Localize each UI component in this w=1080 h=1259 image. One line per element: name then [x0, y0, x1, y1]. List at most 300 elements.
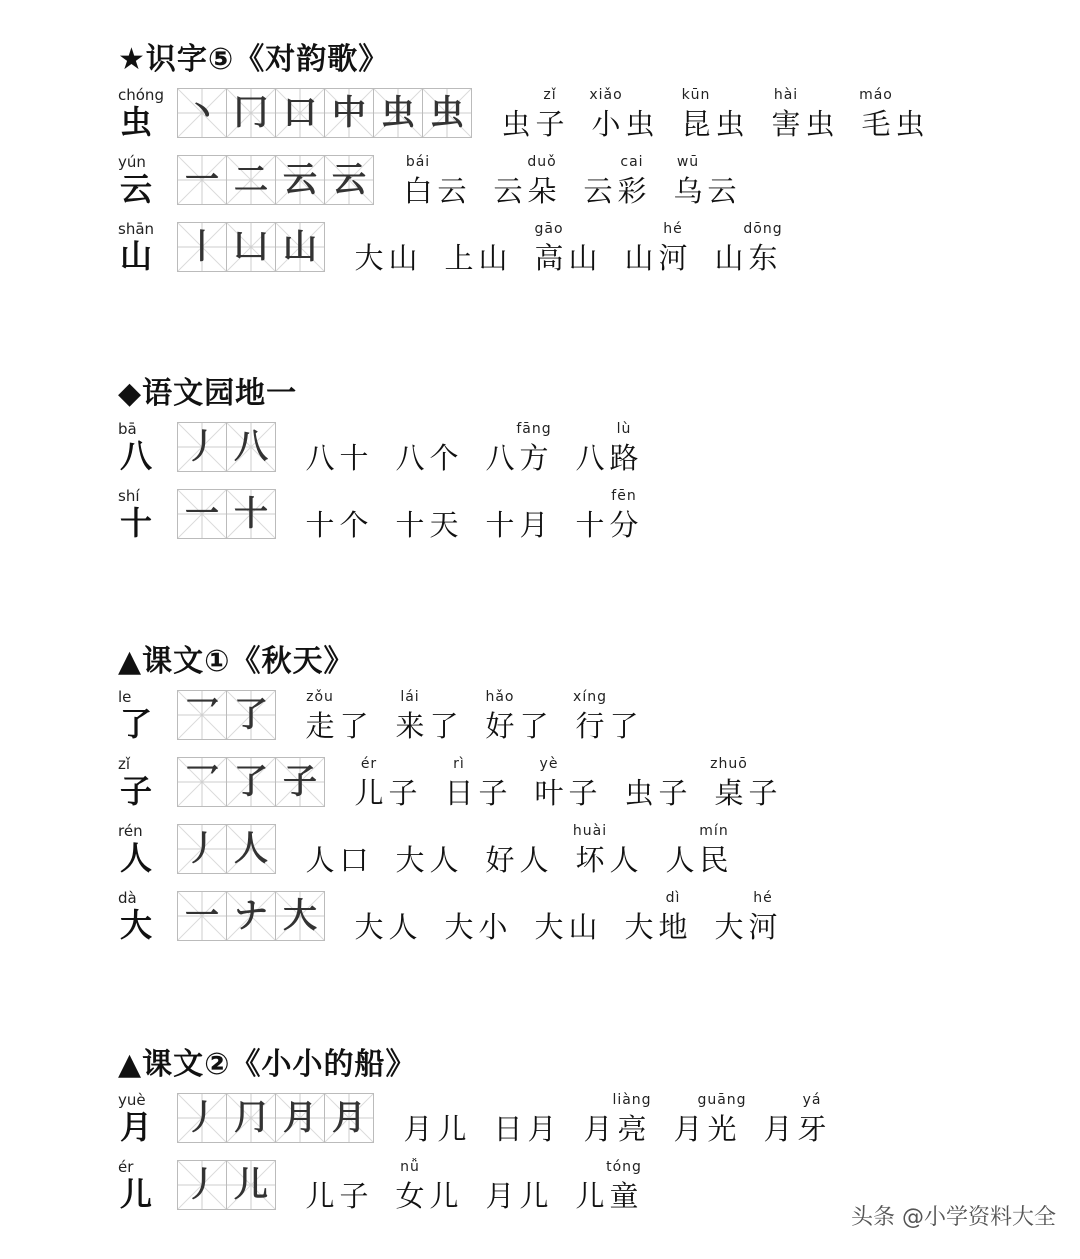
word-char: [476, 755, 510, 813]
word-char-text: 来: [395, 709, 425, 743]
word-char-text: 虫: [624, 776, 654, 810]
word: [393, 1158, 461, 1216]
word-char-text: 大: [624, 910, 654, 944]
word-char-text: 白: [403, 174, 433, 208]
stroke-step-box: 丨: [178, 223, 227, 271]
character: 云: [120, 170, 153, 208]
character-row: [118, 1154, 642, 1221]
stroke-order-grid: [177, 155, 374, 205]
word: [712, 755, 780, 813]
word: [573, 487, 641, 545]
word: [401, 1091, 469, 1149]
word-char-text: 山: [568, 241, 598, 275]
word-char-text: 人: [519, 843, 549, 877]
word: [483, 822, 551, 880]
word-char-text: 日: [444, 776, 474, 810]
stroke-step-box: 二: [227, 156, 276, 204]
word-char: [337, 822, 371, 880]
word-char: [427, 1158, 461, 1216]
word-char: [712, 220, 746, 278]
stroke-step-box: 一: [178, 156, 227, 204]
word-char: [573, 1158, 607, 1216]
word: [393, 420, 461, 478]
word-char-text: 行: [575, 709, 605, 743]
stroke-step-box: 子: [276, 758, 324, 806]
word-char-text: 八: [575, 441, 605, 475]
word: [622, 220, 690, 278]
word-char-pinyin: tóng: [606, 1159, 642, 1175]
stroke-step-box: 冂: [227, 89, 276, 137]
word-char-text: 桌: [714, 776, 744, 810]
word-char-text: 光: [707, 1112, 737, 1146]
word-char-text: 人: [665, 843, 695, 877]
word-char-text: 子: [535, 107, 565, 141]
stroke-order-grid: [177, 88, 472, 138]
word-list: [303, 688, 641, 746]
word: [491, 1091, 559, 1149]
word-char-text: 山: [388, 241, 418, 275]
stroke-step-box: 云: [325, 156, 373, 204]
word-char-text: 儿: [437, 1112, 467, 1146]
stroke-step-box: 中: [325, 89, 374, 137]
word-char-text: 月: [583, 1112, 613, 1146]
word: [532, 755, 600, 813]
word-char-pinyin: kūn: [681, 87, 711, 103]
word-char-text: 儿: [354, 776, 384, 810]
stroke-step-box: 丿: [178, 423, 227, 471]
word-char: [427, 420, 461, 478]
character-pinyin: dà: [118, 889, 137, 907]
word-char-text: 牙: [797, 1112, 827, 1146]
section-title: ▲课文①《秋天》: [118, 644, 355, 679]
word-char: [656, 889, 690, 947]
word-list: [401, 153, 739, 211]
word-char: [532, 889, 566, 947]
lesson-section: [118, 38, 925, 283]
word-char-text: 山: [624, 241, 654, 275]
word-char-text: 儿: [575, 1179, 605, 1213]
word-char-pinyin: zǒu: [306, 689, 334, 705]
character: 八: [120, 437, 153, 475]
word-char: [746, 755, 780, 813]
word-char: [532, 755, 566, 813]
stroke-step-box: 月: [325, 1094, 373, 1142]
word-char: [386, 220, 420, 278]
word-char: [656, 220, 690, 278]
word-char: [352, 889, 386, 947]
word: [769, 86, 837, 144]
word: [573, 822, 641, 880]
word: [442, 220, 510, 278]
lesson-section: [118, 640, 778, 952]
character: 子: [120, 772, 153, 810]
character-row: [118, 483, 639, 550]
word-char-text: 路: [609, 441, 639, 475]
word-char-text: 子: [658, 776, 688, 810]
word-char-pinyin: fēn: [611, 488, 637, 504]
word-char-text: 彩: [617, 174, 647, 208]
word-char-pinyin: mín: [699, 823, 729, 839]
character-pinyin: yún: [118, 153, 146, 171]
word-char-text: 十: [395, 508, 425, 542]
word-char: [697, 822, 731, 880]
word: [483, 1158, 551, 1216]
word-char-text: 月: [519, 508, 549, 542]
stroke-step-box: 丿: [178, 1094, 227, 1142]
word-char-text: 天: [429, 508, 459, 542]
character-row: [118, 751, 778, 818]
stroke-step-box: 丿: [178, 825, 227, 873]
word-char-text: 儿: [519, 1179, 549, 1213]
word-char: [303, 688, 337, 746]
word: [532, 889, 600, 947]
word-char: [573, 487, 607, 545]
word-char-pinyin: guāng: [697, 1092, 747, 1108]
word-char-text: 女: [395, 1179, 425, 1213]
word: [352, 755, 420, 813]
word-char-pinyin: yá: [802, 1092, 822, 1108]
character: 十: [120, 504, 153, 542]
word-char-text: 子: [339, 1179, 369, 1213]
word-char: [712, 755, 746, 813]
word-char: [533, 86, 567, 144]
character-row: [118, 1087, 827, 1154]
word-char-text: 走: [305, 709, 335, 743]
stroke-step-box: 口: [276, 89, 325, 137]
word-char-text: 大: [395, 843, 425, 877]
word-char: [581, 1091, 615, 1149]
word-char-text: 乌: [673, 174, 703, 208]
character: 山: [120, 237, 153, 275]
word-char: [615, 153, 649, 211]
word: [622, 889, 690, 947]
stroke-step-box: 大: [276, 892, 324, 940]
word-char-text: 虫: [715, 107, 745, 141]
word-char-text: 朵: [527, 174, 557, 208]
word: [303, 688, 371, 746]
word-list: [499, 86, 927, 144]
word: [859, 86, 927, 144]
word-char: [303, 420, 337, 478]
word-char: [746, 889, 780, 947]
word-char-text: 云: [437, 174, 467, 208]
word-char-pinyin: gāo: [534, 221, 564, 237]
word-char: [337, 420, 371, 478]
word-char-pinyin: hài: [773, 87, 799, 103]
word-char-pinyin: lái: [400, 689, 420, 705]
word-char-pinyin: rì: [453, 756, 465, 772]
word-char-text: 大: [354, 241, 384, 275]
character-pinyin: shí: [118, 487, 140, 505]
word-char: [352, 220, 386, 278]
word-char: [663, 822, 697, 880]
word-char-text: 河: [658, 241, 688, 275]
word-char-pinyin: zhuō: [710, 756, 748, 772]
word-list: [303, 1158, 641, 1216]
word-char-pinyin: liàng: [612, 1092, 652, 1108]
word-char: [427, 822, 461, 880]
word-char: [525, 153, 559, 211]
word: [401, 153, 469, 211]
word-char-pinyin: hé: [753, 890, 773, 906]
word-char: [566, 755, 600, 813]
word-char: [607, 1158, 641, 1216]
word-char-text: 叶: [534, 776, 564, 810]
word-char: [573, 688, 607, 746]
word-char: [393, 420, 427, 478]
word-char-text: 昆: [681, 107, 711, 141]
stroke-step-box: 儿: [227, 1161, 275, 1209]
word-char: [442, 755, 476, 813]
word-char-text: 东: [748, 241, 778, 275]
word: [483, 420, 551, 478]
word-char: [427, 487, 461, 545]
stroke-step-box: ナ: [227, 892, 276, 940]
word-char: [589, 86, 623, 144]
stroke-step-box: 丶: [178, 89, 227, 137]
word-char: [893, 86, 927, 144]
word-char: [622, 755, 656, 813]
word-char: [705, 153, 739, 211]
word-char-text: 河: [748, 910, 778, 944]
word-char: [476, 220, 510, 278]
word-char: [393, 487, 427, 545]
word-char-text: 儿: [429, 1179, 459, 1213]
word-char: [442, 220, 476, 278]
word-char: [352, 755, 386, 813]
word-char-text: 大: [354, 910, 384, 944]
word-char-text: 虫: [501, 107, 531, 141]
word-char-text: 人: [609, 843, 639, 877]
word-char: [483, 822, 517, 880]
stroke-step-box: 月: [276, 1094, 325, 1142]
character-pinyin: le: [118, 688, 132, 706]
word-char-pinyin: nǚ: [400, 1159, 420, 1175]
word-char: [435, 153, 469, 211]
word-char-text: 子: [748, 776, 778, 810]
lesson-section: [118, 1043, 827, 1221]
character-pinyin: ér: [118, 1158, 134, 1176]
word-char-text: 童: [609, 1179, 639, 1213]
word-char-text: 十: [305, 508, 335, 542]
word-list: [401, 1091, 829, 1149]
word-char-text: 高: [534, 241, 564, 275]
word-char-text: 虫: [805, 107, 835, 141]
word-char: [517, 688, 551, 746]
word-char-text: 十: [485, 508, 515, 542]
stroke-step-box: 乛: [178, 758, 227, 806]
character: 月: [120, 1108, 153, 1146]
stroke-step-box: 凵: [227, 223, 276, 271]
word-char-text: 子: [388, 776, 418, 810]
word-char-pinyin: ér: [360, 756, 378, 772]
word-list: [352, 889, 780, 947]
character: 大: [120, 906, 153, 944]
word: [663, 822, 731, 880]
stroke-step-box: 山: [276, 223, 324, 271]
word: [491, 153, 559, 211]
word-char-text: 大: [534, 910, 564, 944]
word-char: [483, 487, 517, 545]
word-char-text: 十: [339, 441, 369, 475]
word-char: [303, 1158, 337, 1216]
word-char-text: 上: [444, 241, 474, 275]
word-char: [491, 153, 525, 211]
word-char-text: 了: [429, 709, 459, 743]
word-char: [499, 86, 533, 144]
character-row: [118, 885, 778, 952]
stroke-order-grid: [177, 489, 276, 539]
word-char: [337, 688, 371, 746]
word-char: [712, 889, 746, 947]
stroke-step-box: 乛: [178, 691, 227, 739]
character-row: [118, 149, 737, 216]
stroke-step-box: 一: [178, 892, 227, 940]
word-list: [303, 420, 641, 478]
word: [303, 420, 371, 478]
word-char-text: 云: [583, 174, 613, 208]
word-char-text: 月: [763, 1112, 793, 1146]
word: [581, 1091, 652, 1149]
stroke-step-box: 一: [178, 490, 227, 538]
word-char-pinyin: xiǎo: [589, 87, 623, 103]
word-char: [566, 220, 600, 278]
word: [393, 822, 461, 880]
stroke-step-box: 虫: [423, 89, 471, 137]
word: [483, 688, 551, 746]
word-char-text: 云: [493, 174, 523, 208]
word-char-text: 大: [714, 910, 744, 944]
word: [303, 822, 371, 880]
word-char: [743, 220, 783, 278]
word-char-text: 好: [485, 843, 515, 877]
character: 儿: [120, 1175, 153, 1213]
character-row: [118, 416, 639, 483]
word-char-text: 山: [568, 910, 598, 944]
character-pinyin: chóng: [118, 86, 164, 104]
word: [679, 86, 747, 144]
word-char-pinyin: cai: [620, 154, 644, 170]
word: [671, 153, 739, 211]
word-char-text: 人: [429, 843, 459, 877]
word: [393, 688, 461, 746]
word-char-text: 儿: [305, 1179, 335, 1213]
word-char: [427, 688, 461, 746]
word-char-text: 虫: [895, 107, 925, 141]
word-char: [679, 86, 713, 144]
word-char-text: 八: [305, 441, 335, 475]
word: [442, 889, 510, 947]
word-char: [612, 1091, 652, 1149]
word-list: [303, 487, 641, 545]
character-row: [118, 82, 925, 149]
word-char: [795, 1091, 829, 1149]
stroke-step-box: 了: [227, 691, 275, 739]
word-char: [483, 1158, 517, 1216]
word-char-text: 云: [707, 174, 737, 208]
word: [499, 86, 567, 144]
word-char: [303, 487, 337, 545]
character-pinyin: yuè: [118, 1091, 146, 1109]
word-char-pinyin: duǒ: [527, 154, 557, 170]
word: [761, 1091, 829, 1149]
word-char-text: 虫: [625, 107, 655, 141]
word: [573, 1158, 641, 1216]
word-char: [517, 1158, 551, 1216]
word: [589, 86, 657, 144]
stroke-order-grid: [177, 824, 276, 874]
stroke-order-grid: [177, 891, 325, 941]
word-char: [435, 1091, 469, 1149]
word-char-pinyin: fāng: [516, 421, 552, 437]
stroke-order-grid: [177, 222, 325, 272]
word-char: [525, 1091, 559, 1149]
character: 虫: [120, 103, 153, 141]
character: 了: [120, 705, 153, 743]
word-char-pinyin: wū: [676, 154, 700, 170]
word-char-text: 月: [673, 1112, 703, 1146]
character-row: [118, 684, 639, 751]
word: [622, 755, 690, 813]
section-title: ◆语文园地一: [118, 376, 298, 411]
stroke-order-grid: [177, 757, 325, 807]
word-char: [581, 153, 615, 211]
word: [483, 487, 551, 545]
word-char: [566, 889, 600, 947]
word-char-pinyin: zǐ: [543, 87, 557, 103]
word-char: [476, 889, 510, 947]
word-char-text: 山: [714, 241, 744, 275]
word-char-text: 亮: [617, 1112, 647, 1146]
word-char: [386, 889, 420, 947]
stroke-order-grid: [177, 422, 276, 472]
word-char-pinyin: dōng: [743, 221, 783, 237]
stroke-order-grid: [177, 1160, 276, 1210]
character-pinyin: zǐ: [118, 755, 131, 773]
word-char: [859, 86, 893, 144]
section-title: ★识字⑤《对韵歌》: [118, 42, 390, 77]
word-char-text: 民: [699, 843, 729, 877]
word-char: [607, 688, 641, 746]
word: [393, 487, 461, 545]
word-char: [607, 822, 641, 880]
word-char-text: 个: [429, 441, 459, 475]
word-char-text: 好: [485, 709, 515, 743]
word-char: [622, 889, 656, 947]
word-char-text: 山: [478, 241, 508, 275]
word-list: [352, 755, 780, 813]
word-char-pinyin: dì: [665, 890, 681, 906]
word-list: [303, 822, 731, 880]
character-pinyin: bā: [118, 420, 137, 438]
word-char: [517, 822, 551, 880]
word-char: [573, 420, 607, 478]
word-char-text: 子: [478, 776, 508, 810]
word-char-text: 日: [493, 1112, 523, 1146]
watermark: 头条 @小学资料大全: [851, 1205, 1056, 1230]
word-char: [769, 86, 803, 144]
word-char-text: 方: [519, 441, 549, 475]
section-title: ▲课文②《小小的船》: [118, 1047, 417, 1082]
stroke-step-box: 人: [227, 825, 275, 873]
stroke-step-box: 了: [227, 758, 276, 806]
word-char: [393, 1158, 427, 1216]
word: [573, 420, 641, 478]
word: [581, 153, 649, 211]
word-char-text: 害: [771, 107, 801, 141]
word: [442, 755, 510, 813]
word-char: [386, 755, 420, 813]
